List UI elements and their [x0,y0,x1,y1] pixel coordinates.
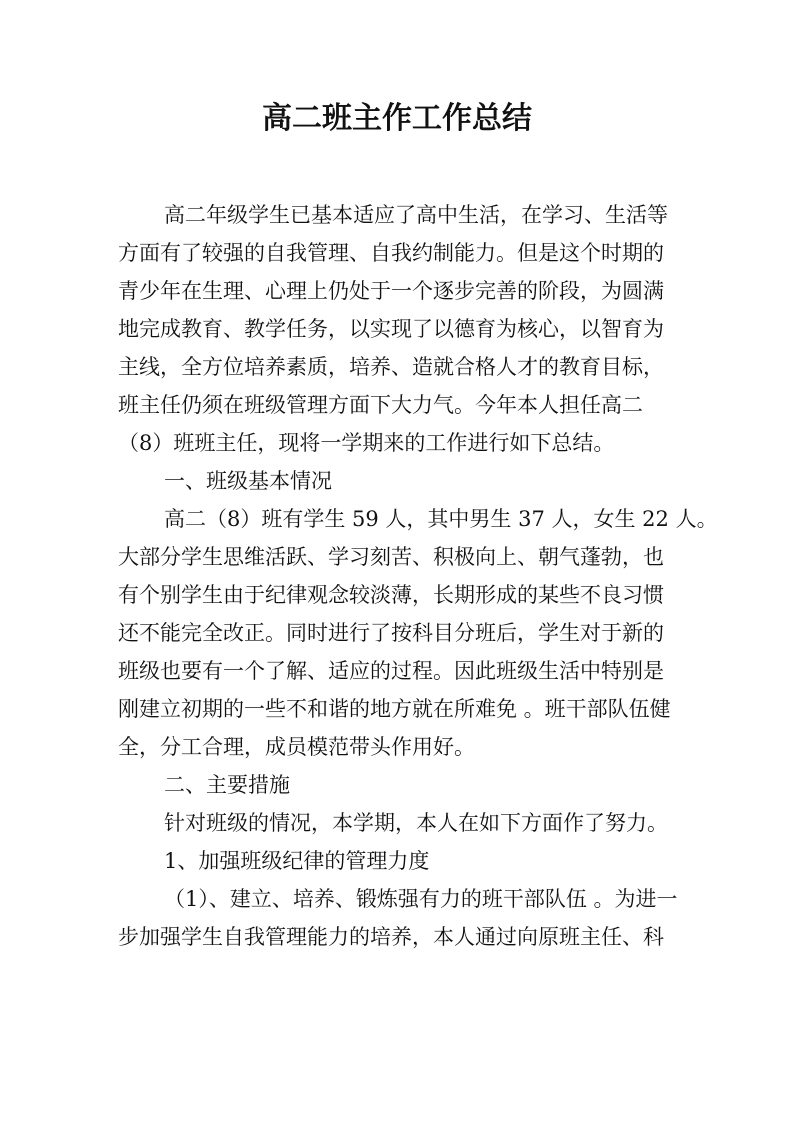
paragraph-line-5: 主线，全方位培养素质，培养、造就合格人才的教育目标， [118,355,664,379]
paragraph-line-13: 刚建立初期的一些不和谐的地方就在所难免 。班干部队伍健 [118,697,671,721]
subsection-heading-1: 1、加强班级纪律的管理力度 [164,849,430,873]
paragraph-line-17: 步加强学生自我管理能力的培养，本人通过向原班主任、科 [118,925,664,949]
paragraph-line-11: 还不能完全改正。同时进行了按科目分班后，学生对于新的 [118,621,664,645]
document-body [118,196,718,956]
paragraph-line-2: 方面有了较强的自我管理、自我约制能力。但是这个时期的 [118,241,664,265]
paragraph-line-8: 高二（8）班有学生 59 人，其中男生 37 人，女生 22 人。 [164,507,718,531]
paragraph-line-15: 针对班级的情况，本学期，本人在如下方面作了努力。 [164,811,668,835]
paragraph-line-1: 高二年级学生已基本适应了高中生活，在学习、生活等 [164,203,668,227]
paragraph-line-9: 大部分学生思维活跃、学习刻苦、积极向上、朝气蓬勃，也 [118,545,664,569]
paragraph-line-16: （1）、建立、培养、锻炼强有力的班干部队伍 。为进一 [164,887,678,911]
document-title: 高二班主作工作总结 [262,101,532,136]
paragraph-line-6: 班主任仍须在班级管理方面下大力气。今年本人担任高二 [118,393,643,417]
paragraph-line-14: 全，分工合理，成员模范带头作用好。 [118,735,475,759]
section-heading-2: 二、主要措施 [164,773,290,797]
section-heading-1: 一、班级基本情况 [164,469,332,493]
paragraph-line-7: （8）班班主任，现将一学期来的工作进行如下总结。 [118,431,615,455]
paragraph-line-3: 青少年在生理、心理上仍处于一个逐步完善的阶段，为圆满 [118,279,664,303]
paragraph-line-4: 地完成教育、教学任务，以实现了以德育为核心，以智育为 [118,317,664,341]
paragraph-line-12: 班级也要有一个了解、适应的过程。因此班级生活中特别是 [118,659,664,683]
paragraph-line-10: 有个别学生由于纪律观念较淡薄，长期形成的某些不良习惯 [118,583,664,607]
